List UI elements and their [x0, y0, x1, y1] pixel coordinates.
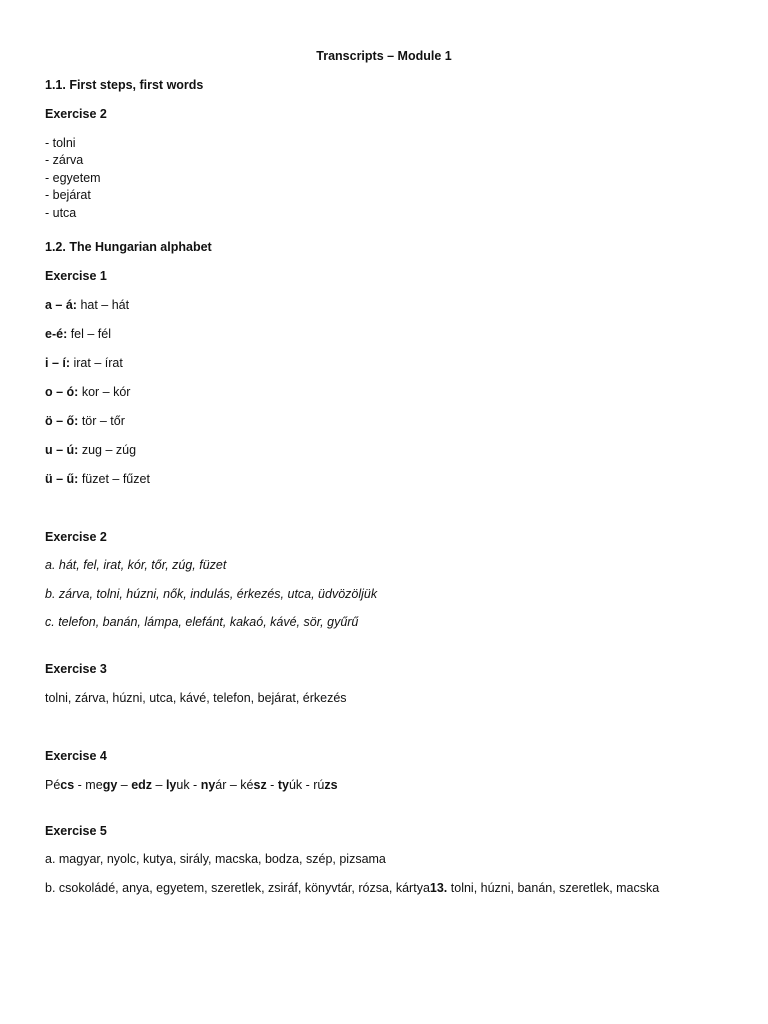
line-text: - me: [74, 778, 103, 792]
exercise-line-segmented: [45, 778, 338, 793]
list-item: - zárva: [45, 153, 84, 167]
list-item: - bejárat: [45, 188, 91, 202]
exercise-line: a. magyar, nyolc, kutya, sirály, macska, bodza, szép, pizsama: [45, 852, 386, 866]
word-pair: fel – fél: [67, 327, 112, 341]
exercise-heading: Exercise 4: [45, 749, 107, 763]
letter-cluster-bold: ly: [165, 778, 177, 792]
word-pair: kor – kór: [78, 385, 131, 399]
page-title: Transcripts – Module 1: [316, 49, 452, 63]
exercise-line: b. zárva, tolni, húzni, nők, indulás, érkezés, utca, üdvözöljük: [45, 587, 378, 601]
line-text: –: [117, 778, 132, 792]
list-item: - egyetem: [45, 171, 101, 185]
exercise-line: c. telefon, banán, lámpa, elefánt, kakaó, kávé, sör, gyűrű: [45, 615, 359, 629]
letter-pair-line: [45, 356, 123, 371]
letter-pair-line: [45, 414, 125, 429]
word-pair: hat – hát: [76, 298, 130, 312]
letter-pair: ü – ű:: [45, 472, 79, 486]
section-heading-1-1: 1.1. First steps, first words: [45, 78, 204, 92]
exercise-heading: Exercise 1: [45, 269, 107, 283]
letter-cluster-bold: ty: [277, 778, 289, 792]
letter-cluster-bold: edz: [131, 778, 153, 792]
letter-pair-line: [45, 327, 111, 342]
line-text-bold: 13.: [429, 881, 448, 895]
line-text: tolni, húzni, banán, szeretlek, macska: [447, 881, 660, 895]
exercise-heading: Exercise 2: [45, 530, 107, 544]
letter-cluster-bold: cs: [60, 778, 75, 792]
letter-pair-line: [45, 472, 150, 487]
exercise-line: tolni, zárva, húzni, utca, kávé, telefon, bejárat, érkezés: [45, 691, 347, 705]
line-text: -: [266, 778, 278, 792]
list-item: - utca: [45, 206, 77, 220]
letter-pair: u – ú:: [45, 443, 79, 457]
section-heading-1-2: 1.2. The Hungarian alphabet: [45, 240, 212, 254]
list-item: - tolni: [45, 136, 76, 150]
letter-pair-line: [45, 443, 136, 458]
exercise-line: [45, 881, 659, 896]
letter-pair: i – í:: [45, 356, 71, 370]
letter-pair-line: [45, 385, 130, 400]
letter-pair-line: [45, 298, 129, 313]
word-pair: füzet – fűzet: [78, 472, 150, 486]
letter-cluster-bold: gy: [102, 778, 118, 792]
word-pair: tör – tőr: [78, 414, 125, 428]
letter-pair: a – á:: [45, 298, 77, 312]
exercise-line: a. hát, fel, irat, kór, tőr, zúg, füzet: [45, 558, 227, 572]
letter-cluster-bold: ny: [200, 778, 216, 792]
exercise-heading: Exercise 5: [45, 824, 107, 838]
line-text: úk - rú: [288, 778, 325, 792]
line-text: b. csokoládé, anya, egyetem, szeretlek, zsiráf, könyvtár, rózsa, kártya: [45, 881, 430, 895]
line-text: Pé: [45, 778, 61, 792]
word-pair: zug – zúg: [78, 443, 137, 457]
exercise-heading: Exercise 3: [45, 662, 107, 676]
line-text: ár – ké: [215, 778, 254, 792]
word-pair: irat – írat: [70, 356, 123, 370]
exercise-heading: Exercise 2: [45, 107, 107, 121]
line-text: uk -: [176, 778, 201, 792]
letter-pair: ö – ő:: [45, 414, 79, 428]
line-text: –: [152, 778, 166, 792]
letter-pair: o – ó:: [45, 385, 79, 399]
letter-pair: e-é:: [45, 327, 68, 341]
letter-cluster-bold: sz: [253, 778, 267, 792]
letter-cluster-bold: zs: [324, 778, 338, 792]
